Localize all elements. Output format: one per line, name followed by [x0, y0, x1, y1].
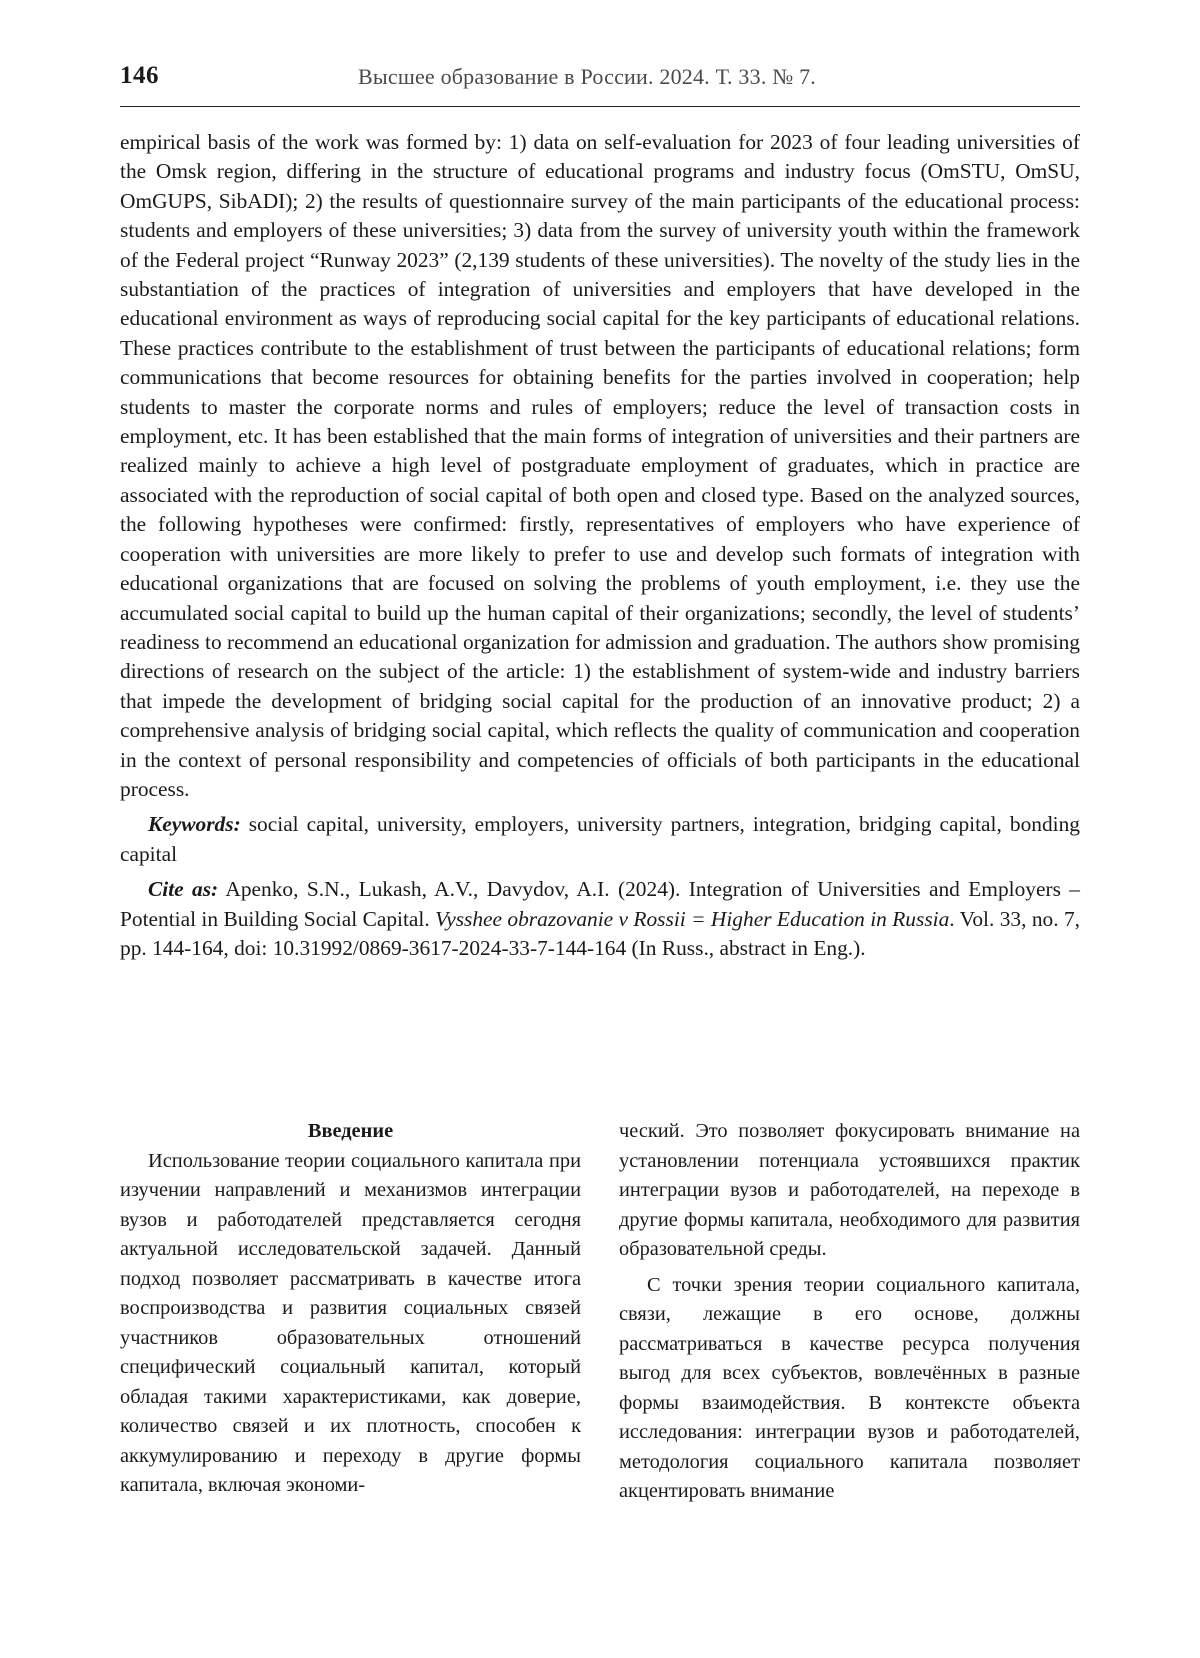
cite-label: Cite as: — [148, 877, 219, 902]
cite-text: Apenko, S.N., Lukash, A.V., Davydov, A.I. (2024). Integration of Universities and Employers – Potential in Building Social Capital. — [120, 877, 1081, 931]
section-heading: Введение — [307, 1120, 394, 1142]
left-column — [120, 1117, 581, 1507]
running-header — [120, 58, 1080, 107]
journal-title: Высшее образование в России. 2024. Т. 33. № 7. — [358, 64, 817, 89]
intro-paragraph-1: Использование теории социального капитала при изучении направлений и механизмов интеграции вузов и работодателей представляется сегодня актуальной исследовательской задачей. Данный подход позволяет рассматривать в качестве итога воспроизводства и развития социальных связей участников образовательных отношений специфический социальный капитал, который обладая такими характеристиками, как доверие, количество связей и их плотность, способен к аккумулированию и переходу в другие формы капитала, включая экономи- — [120, 1149, 581, 1496]
abstract-body: empirical basis of the work was formed by: 1) data on self-evaluation for 2023 of four leading universities of the Omsk region, differing in the structure of educational programs and industry focus (OmSTU, OmSU, OmGUPS, SibADI); 2) the results of questionnaire survey of the main participants of the educational process: students and employers of these universities; 3) data from the survey of university youth within the framework of the Federal project “Runway 2023” (2,139 students of these universities). The novelty of the study lies in the substantiation of the practices of integration of universities and employers that have developed in the educational environment as ways of reproducing social capital for the key participants of educational relations. These practices contribute to the establishment of trust between the participants of educational relations; form communications that become resources for obtaining benefits for the parties involved in cooperation; help students to master the corporate norms and rules of employers; reduce the level of transaction costs in employment, etc. It has been established that the main forms of integration of universities and their partners are realized mainly to achieve a high level of postgraduate employment of graduates, which in practice are associated with the reproduction of social capital of both open and closed type. Based on the analyzed sources, the following hypotheses were confirmed: firstly, representatives of employers who have experience of cooperation with universities are more likely to prefer to use and develop such formats of integration with educational organizations that are focused on solving the problems of youth employment, i.e. they use the accumulated social capital to build up the human capital of their organizations; secondly, the level of students’ readiness to recommend an educational organization for admission and graduation. The authors show promising directions of research on the subject of the article: 1) the establishment of system-wide and industry barriers that impede the development of bridging social capital for the production of an innovative product; 2) a comprehensive analysis of bridging social capital, which reflects the quality of communication and cooperation in the context of personal responsibility and competencies of officials of both participants in the educational process. — [120, 130, 1080, 801]
cite-journal: Vysshee obrazovanie v Rossii = Higher Education in Russia — [435, 906, 950, 931]
keywords-text: social capital, university, employers, university partners, integration, bridging capital, bonding capital — [120, 812, 1080, 866]
keywords-label: Keywords: — [148, 812, 241, 837]
keywords-paragraph — [120, 810, 1080, 869]
intro-paragraph-2: С точки зрения теории социального капитала, связи, лежащие в его основе, должны рассматриваться в качестве ресурса получения выгод для всех субъектов, вовлечённых в разные формы взаимодействия. В контексте объекта исследования: интеграции вузов и работодателей, методология социального капитала позволяет акцентировать внимание — [619, 1273, 1080, 1502]
cite-tail: . Vol. 33, no. 7, pp. 144-164, doi: 10.31992/0869-3617-2024-33-7-144-164 (In Russ., abstract in Eng.). — [120, 906, 1080, 960]
citation-paragraph — [120, 875, 1080, 963]
page-number: 146 — [120, 62, 159, 89]
journal-page — [120, 0, 1080, 1658]
body-columns — [120, 1117, 1080, 1507]
right-column — [619, 1117, 1080, 1507]
intro-paragraph-1-continued: ческий. Это позволяет фокусировать внимание на установлении потенциала устоявшихся практик интеграции вузов и работодателей, на переходе в другие формы капитала, необходимого для развития образовательной среды. — [619, 1120, 1080, 1260]
abstract — [120, 128, 1080, 963]
